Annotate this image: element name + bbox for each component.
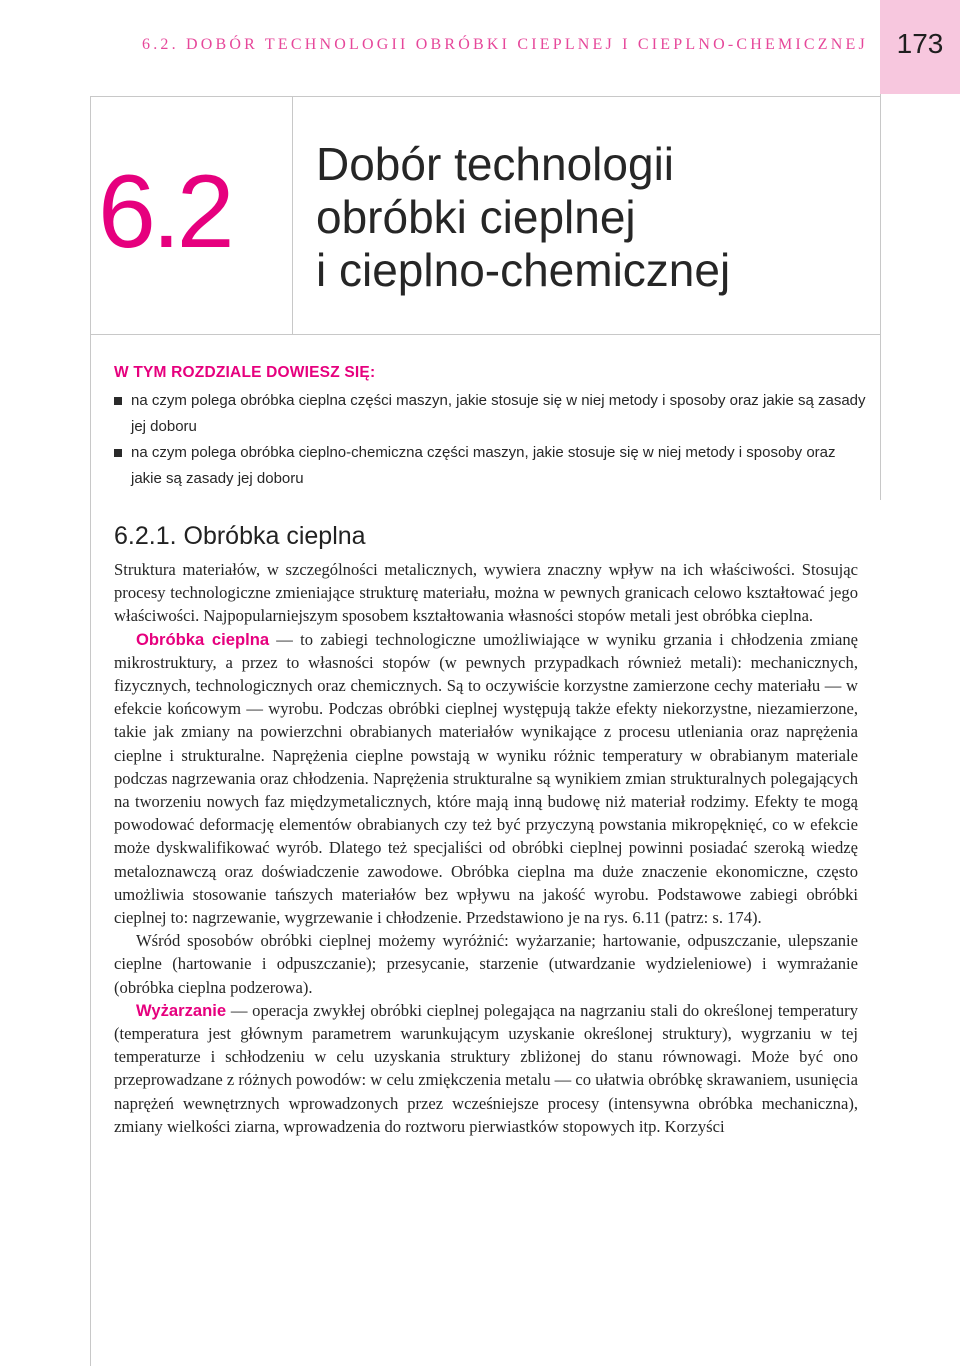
square-bullet-icon (114, 397, 122, 405)
frame-line (90, 334, 880, 335)
page-number: 173 (896, 28, 944, 59)
chapter-title-line: Dobór technologii (316, 138, 675, 190)
term-highlight: Wyżarzanie (136, 1000, 227, 1020)
frame-line (90, 96, 91, 1366)
chapter-title-line: obróbki cieplnej (316, 190, 636, 243)
paragraph (114, 999, 858, 1138)
list-item-text: na czym polega obróbka cieplna części maszyn, jakie stosuje się w niej metody i sposoby oraz jakie są zasady jej doboru (131, 392, 866, 435)
section-heading: 6.2.1. Obróbka cieplna (114, 522, 366, 550)
paragraph-text: — to zabiegi technologiczne umożliwiające w wyniku grzania i chłodzenia zmianę mikrostruktury, a przez to własności stopów (w pewnych przypadkach również metali): mechanicznych, fizycznych, technologicznych oraz chemicznych. Są to oczywiście korzystne zamierzone cechy materiału — w efekcie końcowym — wyrobu. Podczas obróbki cieplnej występują także efekty niekorzystne, niezamierzone, takie jak zmiany na powierzchni obrabianych materiałów wynikające z procesu utleniania oraz naprężenia cieplne i strukturalne. Naprężenia cieplne powstają w wyniku różnic temperatury w obrabianym materiale podczas nagrzewania oraz chłodzenia. Naprężenia strukturalne są wynikiem zmian strukturalnych polegających na tworzeniu nowych faz międzymetalicznych, które mają inną budowę niż materiał rodzimy. Efekty te mogą powodować deformację elementów obrabianych czy też być przyczyną powstania mikropęknięć, co w efekcie może dyskwalifikować wyrób. Dlatego też specjaliści od obróbki cieplnej powinni posiadać szeroką wiedzę metaloznawczą oraz doświadczenie zawodowe. Obróbka cieplna ma duże znaczenie ekonomiczne, często umożliwia stosowanie tańszych materiałów bez wpływu na jakość wyrobu. Podstawowe zabiegi obróbki cieplnej to: nagrzewanie, wygrzewanie i chłodzenie. Przedstawiono je na rys. 6.11 (patrz: s. 174). (114, 629, 858, 928)
frame-line (90, 96, 880, 97)
paragraph (114, 628, 858, 930)
list-item (114, 388, 866, 440)
running-header: 6.2. DOBÓR TECHNOLOGII OBRÓBKI CIEPLNEJ I CIEPLNO-CHEMICZNEJ (142, 36, 868, 53)
term-highlight: Obróbka cieplna (136, 629, 270, 649)
square-bullet-icon (114, 449, 122, 457)
intro-list (114, 388, 866, 492)
paragraph: Wśród sposobów obróbki cieplnej możemy wyróżnić: wyżarzanie; hartowanie, odpuszczanie, ulepszanie cieplne (hartowanie i odpuszczanie); przesycanie, starzenie (utwardzanie wydzieleniowe) i wymrażanie (obróbka cieplna podzerowa). (114, 931, 858, 997)
intro-heading: W TYM ROZDZIALE DOWIESZ SIĘ: (114, 364, 376, 381)
chapter-title-line: i cieplno-chemicznej (316, 243, 731, 296)
paragraph-text: — operacja zwykłej obróbki cieplnej polegająca na nagrzaniu stali do określonej temperatury (temperatura jest głównym parametrem warunkującym uzyskanie określonej struktury), wygrzaniu w tej temperaturze i schłodzeniu w celu uzyskania struktury zbliżonej do stanu równowagi. Może być ono przeprowadzane z różnych powodów: w celu zmiękczenia metalu — co ułatwia obróbkę skrawaniem, usunięcia naprężeń wewnętrznych wprowadzonych przez wcześniejsze procesy (intensywna obróbka mechaniczna), zmiany wielkości ziarna, wprowadzenia do roztworu pierwiastków stopowych itp. Korzyści (114, 1000, 858, 1136)
list-item (114, 440, 866, 492)
body-text (114, 558, 858, 1138)
paragraph: Struktura materiałów, w szczególności metalicznych, wywiera znaczny wpływ na ich właściwości. Stosując procesy technologiczne zmieniające strukturę materiału, można w pewnych granicach celowo kształtować jego właściwości. Najpopularniejszym sposobem kształtowania własności stopów metali jest obróbka cieplna. (114, 560, 858, 626)
chapter-number: 6.2 (98, 154, 231, 270)
chapter-title (316, 138, 836, 297)
list-item-text: na czym polega obróbka cieplno-chemiczna części maszyn, jakie stosuje się w niej metody i sposoby oraz jakie są zasady jej doboru (131, 444, 836, 487)
frame-line (292, 96, 293, 334)
